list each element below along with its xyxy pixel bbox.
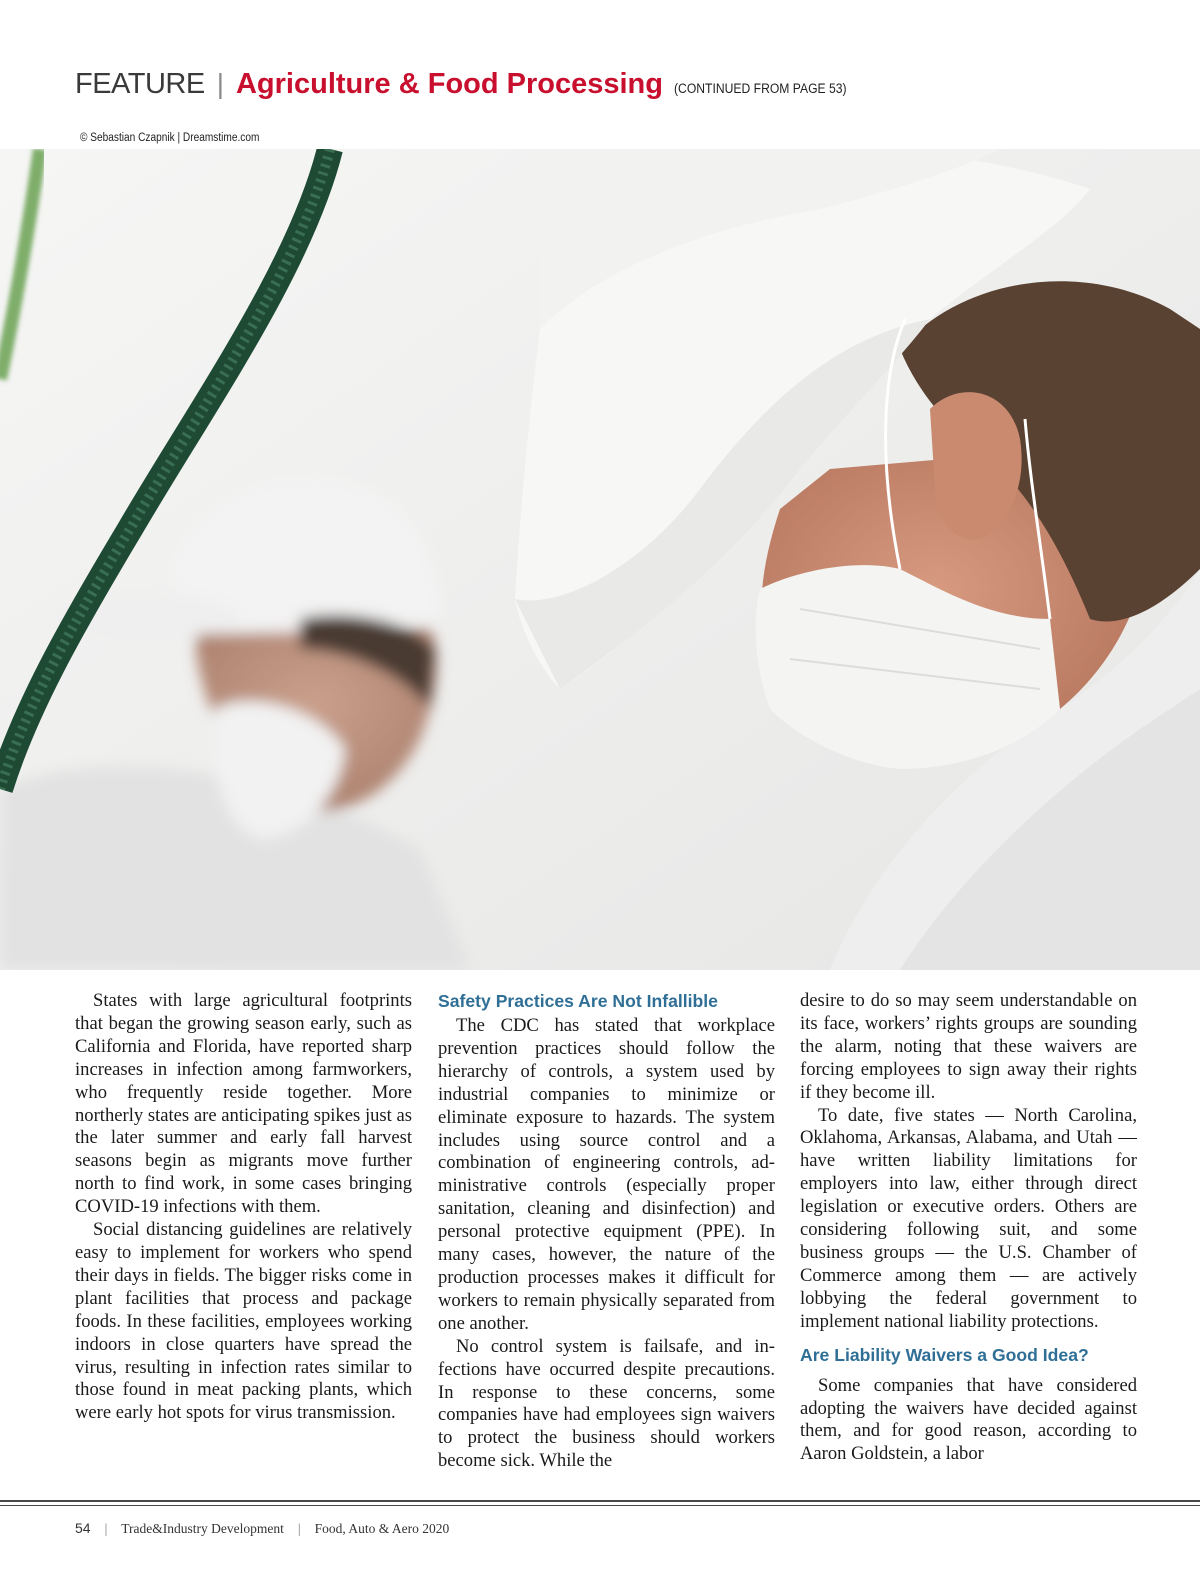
footer-separator: | <box>297 1521 301 1536</box>
paragraph: Some companies that have considered adopting the waivers have decided against them, and for good reason, according to Aaron Goldstein, a labor <box>800 1374 1137 1465</box>
photo-credit: © Sebastian Czapnik | Dreamstime.com <box>80 132 260 144</box>
paragraph: To date, five states — North Carolina, Oklahoma, Arkansas, Alabama, and Utah — have written liability limitations for employers into law, either through direct legislation or executive orders. Others are considering following suit, and some business groups — the U.S. Chamber of Commerce among them — are actively lobbying the federal government to implement national liability protections. <box>800 1104 1137 1332</box>
subheading-liability-waivers: Are Liability Waivers a Good Idea? <box>800 1344 1089 1365</box>
paragraph: No control system is failsafe, and infections have occurred despite precautions. In response to these concerns, some companies have had employees sign waivers to protect the business should workers become sick. While the <box>438 1335 775 1472</box>
paragraph: Social distancing guidelines are relatively easy to implement for workers who spend their days in fields. The bigger risks come in plant facilities that process and package foods. In these facilities, employees working indoors in close quarters have spread the virus, resulting in infection rates similar to those found in meat packing plants, which were early hot spots for virus transmission. <box>75 1219 412 1424</box>
text-column-1 <box>75 990 412 1425</box>
paragraph: States with large agricultural footprints that began the growing season early, such as California and Florida, have reported sharp increases in infection among farmworkers, who frequently reside together. More northerly states are anticipating spikes just as the later summer and early fall harvest seasons begin as migrants move further north to find work, in some cases bringing COVID-19 infections with them. <box>75 990 412 1218</box>
paragraph: desire to do so may seem understandable on its face, workers’ rights groups are sounding the alarm, noting that these waivers are forcing employees to sign away their rights if they become ill. <box>800 990 1137 1103</box>
page-header <box>75 68 866 108</box>
subheading-safety-practices: Safety Practices Are Not Infallible <box>438 991 718 1011</box>
paragraph: The CDC has stated that workplace prevention practices should follow the hierarchy of controls, a system used by industrial companies to minimize or eliminate exposure to hazards. The system includes using source control and a combination of engineering controls, administrative controls (especially proper sanitation, cleaning and disinfection) and personal protective equipment (PPE). In many cases, however, the nature of the production processes makes it difficult for workers to remain physically separated from one another. <box>438 1015 775 1334</box>
text-column-2 <box>438 990 775 1473</box>
page-number: 54 <box>75 1520 91 1536</box>
footer-rule <box>0 1500 1200 1502</box>
article-title: Agriculture & Food Processing <box>235 68 663 100</box>
page-footer <box>75 1520 449 1537</box>
section-label: FEATURE <box>75 68 205 100</box>
text-column-3 <box>800 990 1137 1466</box>
publication-name: Trade&Industry Development <box>121 1521 284 1536</box>
feature-photo <box>0 149 1200 970</box>
continued-note: (CONTINUED FROM PAGE 53) <box>673 81 847 96</box>
footer-separator: | <box>104 1521 108 1536</box>
footer-rule-thin <box>0 1505 1200 1506</box>
issue-name: Food, Auto & Aero 2020 <box>314 1521 450 1536</box>
header-separator: | <box>216 68 224 99</box>
